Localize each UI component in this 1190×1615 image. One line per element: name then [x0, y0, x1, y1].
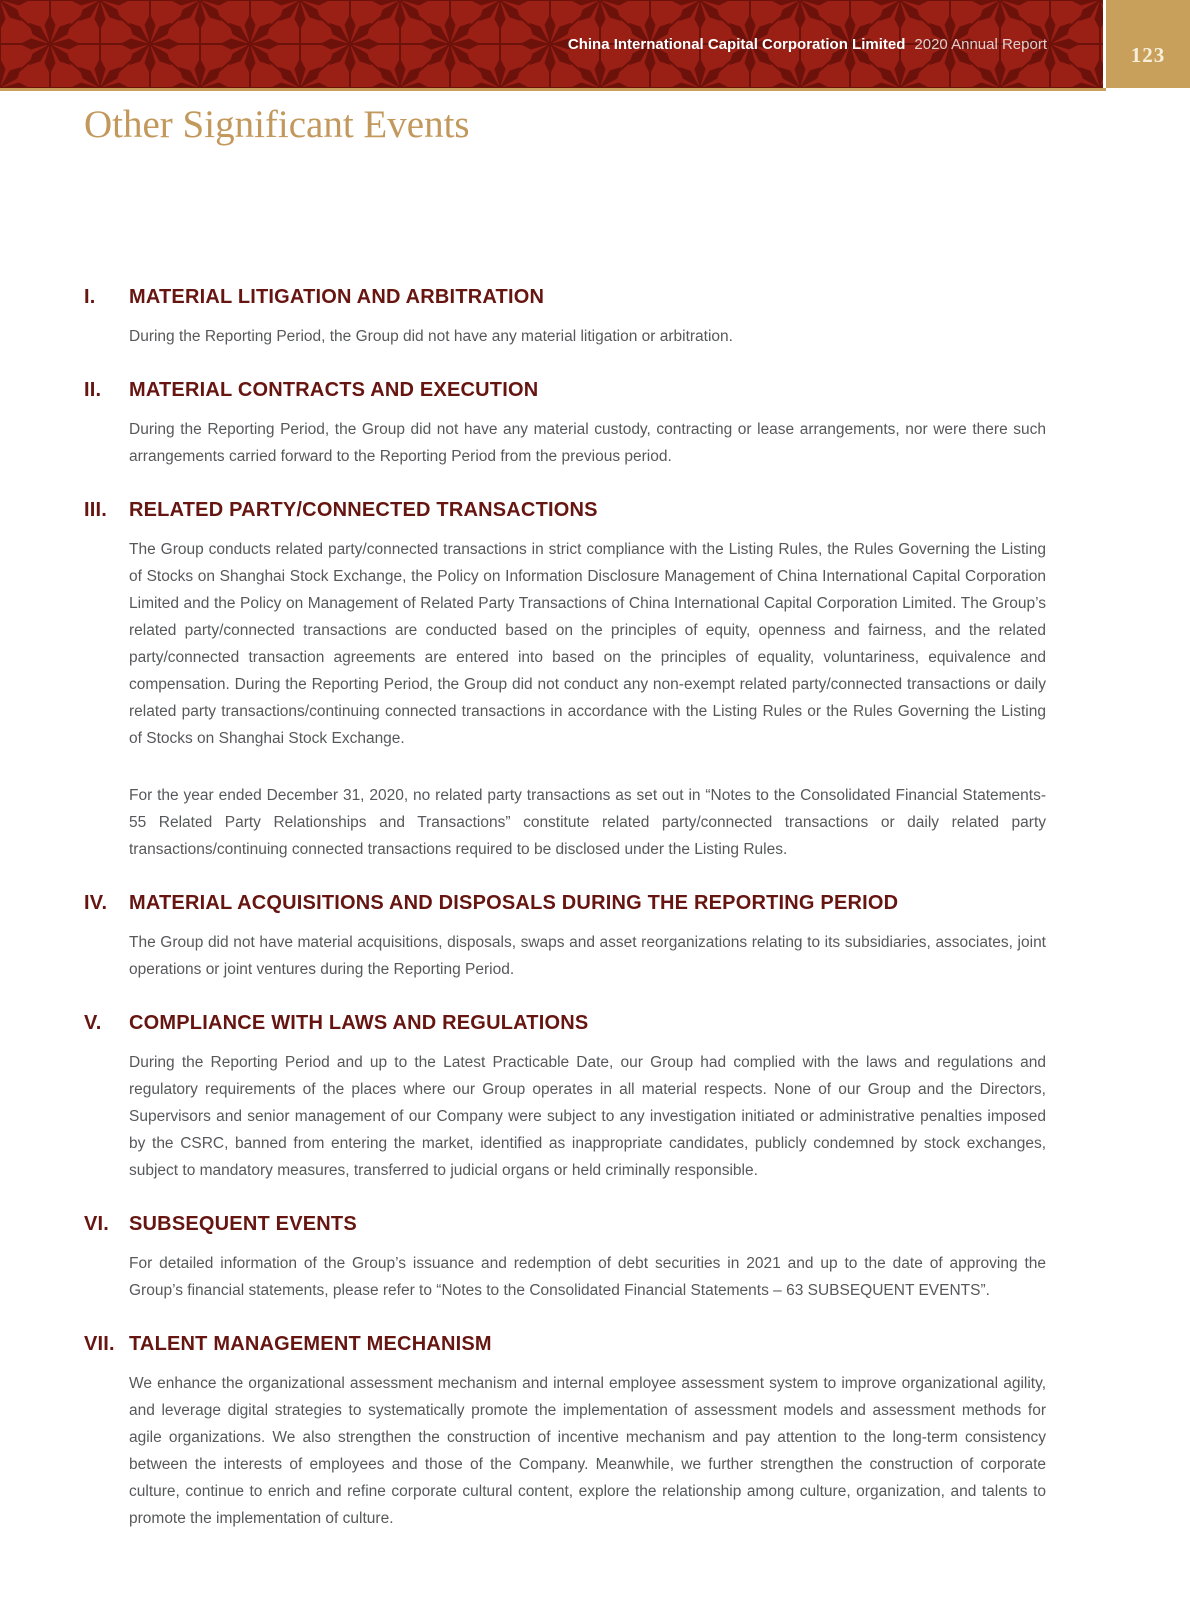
- section-title: TALENT MANAGEMENT MECHANISM: [129, 1333, 492, 1355]
- section-paragraph: For detailed information of the Group’s issuance and redemption of debt securities in 2021 and up to the date of approving the Group’s financial statements, please refer to “Notes to the Consolidated Financial Statements – 63 SUBSEQUENT EVENTS”.: [129, 1255, 1046, 1299]
- report-edition: 2020 Annual Report: [914, 35, 1047, 53]
- section-title: MATERIAL ACQUISITIONS AND DISPOSALS DURING THE REPORTING PERIOD: [129, 892, 899, 914]
- page-number: 123: [1130, 42, 1166, 67]
- section-paragraph: The Group did not have material acquisitions, disposals, swaps and asset reorganizations relating to its subsidiaries, associates, joint operations or joint ventures during the Reporting Period.: [129, 934, 1046, 978]
- section-title: RELATED PARTY/CONNECTED TRANSACTIONS: [129, 499, 598, 521]
- section-numeral: IV.: [84, 892, 108, 914]
- section-paragraph: For the year ended December 31, 2020, no related party transactions as set out in “Notes to the Consolidated Financial Statements-55 Related Party Relationships and Transactions” constitute related party/connected transactions or daily related party transactions/continuing connected transactions required to be disclosed under the Listing Rules.: [129, 787, 1046, 858]
- section-title: MATERIAL CONTRACTS AND EXECUTION: [129, 379, 539, 401]
- company-name: China International Capital Corporation Limited: [567, 35, 906, 53]
- section-heading: [84, 890, 1046, 916]
- header-text: [568, 0, 1047, 88]
- section-title: COMPLIANCE WITH LAWS AND REGULATIONS: [129, 1012, 589, 1034]
- section-body: [129, 323, 1046, 350]
- section-numeral: II.: [84, 379, 102, 401]
- section-numeral: I.: [84, 286, 96, 308]
- section-heading: [84, 377, 1046, 403]
- section-subsequent-events: [84, 1211, 1046, 1304]
- header-banner: [0, 0, 1103, 88]
- section-heading: [84, 284, 1046, 310]
- section-paragraph: During the Reporting Period, the Group did not have any material litigation or arbitration.: [129, 328, 733, 345]
- gold-divider: [0, 88, 1106, 91]
- section-body: [129, 1370, 1046, 1532]
- section-paragraph: During the Reporting Period, the Group did not have any material custody, contracting or lease arrangements, nor were there such arrangements carried forward to the Reporting Period from the previous period.: [129, 421, 1046, 465]
- section-body: [129, 1250, 1046, 1304]
- section-material-litigation: [84, 284, 1046, 350]
- section-title: SUBSEQUENT EVENTS: [129, 1213, 357, 1235]
- section-material-contracts: [84, 377, 1046, 470]
- section-heading: [84, 1331, 1046, 1357]
- section-compliance-laws: [84, 1010, 1046, 1184]
- section-body: [129, 536, 1046, 863]
- section-numeral: VII.: [84, 1333, 115, 1355]
- section-paragraph: The Group conducts related party/connected transactions in strict compliance with the Listing Rules, the Rules Governing the Listing of Stocks on Shanghai Stock Exchange, the Policy on Information Disclosure Management of China International Capital Corporation Limited and the Policy on Management of Related Party Transactions of China International Capital Corporation Limited. The Group’s related party/connected transactions are conducted based on the principles of equity, openness and fairness, and the related party/connected transaction agreements are entered into based on the principles of equality, voluntariness, equivalence and compensation. During the Reporting Period, the Group did not conduct any non-exempt related party/connected transactions or daily related party transactions/continuing connected transactions in accordance with the Listing Rules or the Rules Governing the Listing of Stocks on Shanghai Stock Exchange.: [129, 541, 1046, 747]
- section-numeral: VI.: [84, 1213, 110, 1235]
- section-related-party-transactions: [84, 497, 1046, 863]
- section-numeral: III.: [84, 499, 108, 521]
- section-title: MATERIAL LITIGATION AND ARBITRATION: [129, 286, 545, 308]
- section-body: [129, 416, 1046, 470]
- section-heading: [84, 1211, 1046, 1237]
- section-heading: [84, 497, 1046, 523]
- page-number-box: [1106, 0, 1190, 88]
- section-body: [129, 929, 1046, 983]
- section-paragraph: We enhance the organizational assessment mechanism and internal employee assessment system to improve organizational agility, and leverage digital strategies to systematically promote the implementation of assessment models and assessment methods for agile organizations. We also strengthen the construction of incentive mechanism and pay attention to the long-term consistency between the interests of employees and those of the Company. Meanwhile, we further strengthen the construction of corporate culture, continue to enrich and refine corporate cultural content, explore the relationship among culture, organization, and talents to promote the implementation of culture.: [129, 1375, 1046, 1527]
- section-body: [129, 1049, 1046, 1184]
- section-talent-management: [84, 1331, 1046, 1532]
- section-paragraph: During the Reporting Period and up to the Latest Practicable Date, our Group had complied with the laws and regulations and regulatory requirements of the places where our Group operates in all material respects. None of our Group and the Directors, Supervisors and senior management of our Company were subject to any investigation initiated or administrative penalties imposed by the CSRC, banned from entering the market, identified as inappropriate candidates, publicly condemned by stock exchanges, subject to mandatory measures, transferred to judicial organs or held criminally responsible.: [129, 1054, 1046, 1179]
- section-material-acquisitions: [84, 890, 1046, 983]
- content: [84, 284, 1046, 1559]
- section-numeral: V.: [84, 1012, 102, 1034]
- page-title: Other Significant Events: [84, 103, 470, 146]
- section-heading: [84, 1010, 1046, 1036]
